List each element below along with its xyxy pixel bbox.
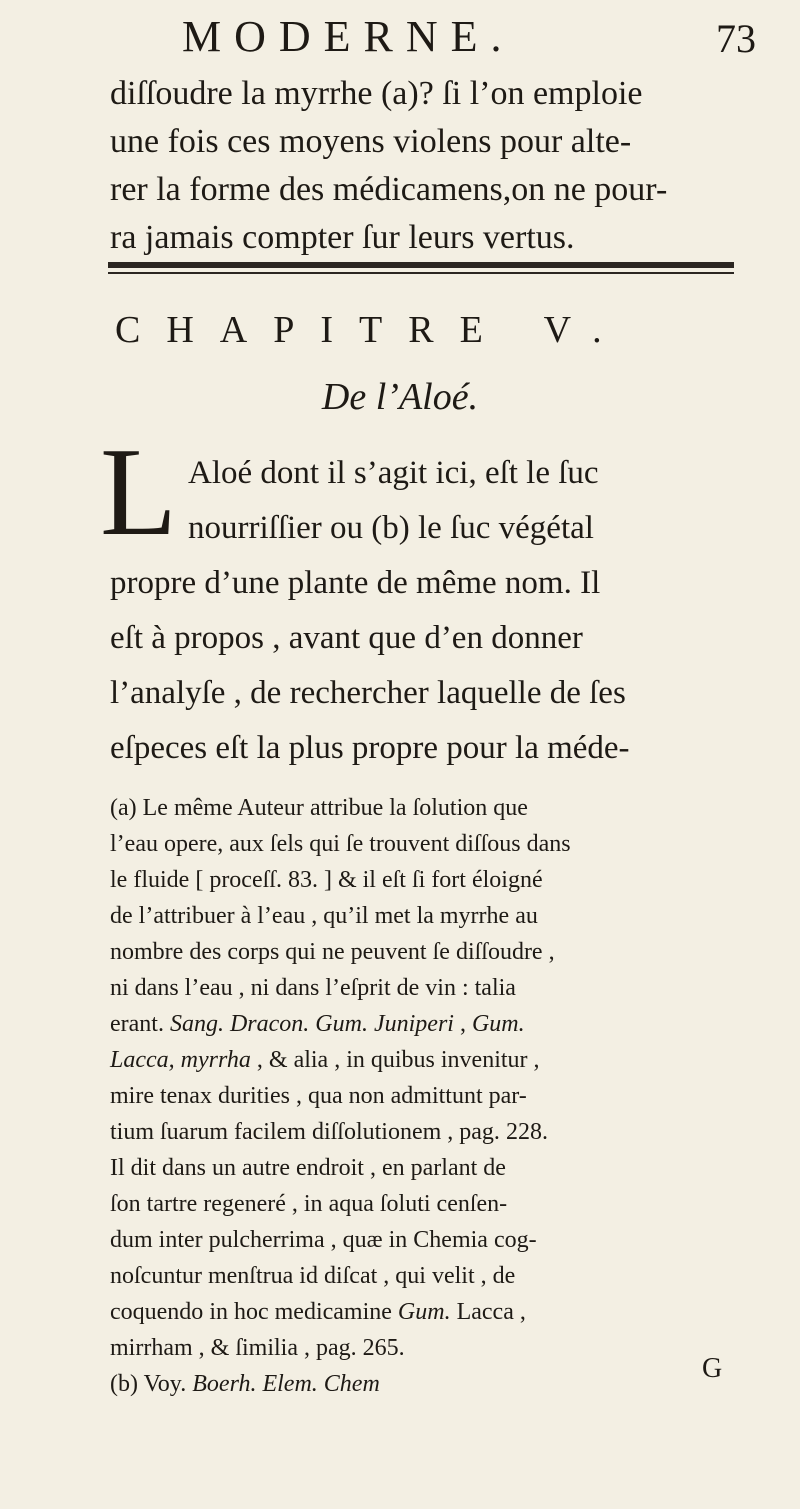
footnote-line: erant. Sang. Dracon. Gum. Juniperi , Gum.: [110, 1011, 525, 1037]
text-line: rer la forme des médicamens,on ne pour-: [110, 171, 668, 208]
footnote-line: (b) Voy. Boerh. Elem. Chem: [110, 1371, 380, 1397]
footnote-line: de l’attribuer à l’eau , qu’il met la myrrhe au: [110, 903, 538, 929]
text-line: eſpeces eſt la plus propre pour la méde-: [110, 730, 630, 766]
running-title: MODERNE.: [182, 12, 515, 61]
ornament-rule-thin: [108, 272, 734, 274]
text-line: une fois ces moyens violens pour alte-: [110, 123, 632, 160]
footnote-line: noſcuntur menſtrua id diſcat , qui velit , de: [110, 1263, 516, 1289]
chapter-paragraph: [110, 446, 800, 776]
footnote-line: mirrham , & ſimilia , pag. 265.: [110, 1335, 405, 1361]
text-line: diſſoudre la myrrhe (a)? ſi l’on emploie: [110, 75, 643, 112]
footnote-line: tium ſuarum facilem diſſolutionem , pag. 228.: [110, 1119, 548, 1145]
footnote-line: coquendo in hoc medicamine Gum. Lacca ,: [110, 1299, 526, 1325]
text-line: ra jamais compter ſur leurs vertus.: [110, 219, 575, 256]
top-text: [110, 70, 800, 262]
text-line: Aloé dont il s’agit ici, eſt le ſuc: [188, 455, 599, 491]
signature-mark: G: [702, 1353, 723, 1384]
running-head: [0, 14, 800, 60]
footnote-line: nombre des corps qui ne peuvent ſe diſſoudre ,: [110, 939, 555, 965]
footnote-line: dum inter pulcherrima , quæ in Chemia cog-: [110, 1227, 537, 1253]
footnote-line: (a) Le même Auteur attribue la ſolution que: [110, 795, 528, 821]
text-line: l’analyſe , de rechercher laquelle de ſes: [110, 675, 626, 711]
drop-cap: L: [100, 423, 177, 562]
footnote-line: ſon tartre regeneré , in aqua ſoluti cenſen-: [110, 1191, 508, 1217]
text-line: nourriſſier ou (b) le ſuc végétal: [188, 510, 594, 546]
footnote-line: mire tenax durities , qua non admittunt par-: [110, 1083, 527, 1109]
ornament-rule-thick: [108, 262, 734, 268]
text-line: eſt à propos , avant que d’en donner: [110, 620, 583, 656]
footnote-line: Lacca, myrrha , & alia , in quibus invenitur ,: [110, 1047, 540, 1073]
footnote-line: l’eau opere, aux ſels qui ſe trouvent diſſous dans: [110, 831, 571, 857]
chapter-heading: CHAPITRE V.: [115, 309, 628, 351]
text-line: propre d’une plante de même nom. Il: [110, 565, 601, 601]
page-number: 73: [716, 16, 756, 61]
footnote-line: le fluide [ proceſſ. 83. ] & il eſt ſi fort éloigné: [110, 867, 543, 893]
footnotes: [110, 790, 800, 1402]
chapter-subtitle: De l’Aloé.: [321, 376, 479, 418]
footnote-line: Il dit dans un autre endroit , en parlant de: [110, 1155, 506, 1181]
footnote-line: ni dans l’eau , ni dans l’eſprit de vin : talia: [110, 975, 516, 1001]
